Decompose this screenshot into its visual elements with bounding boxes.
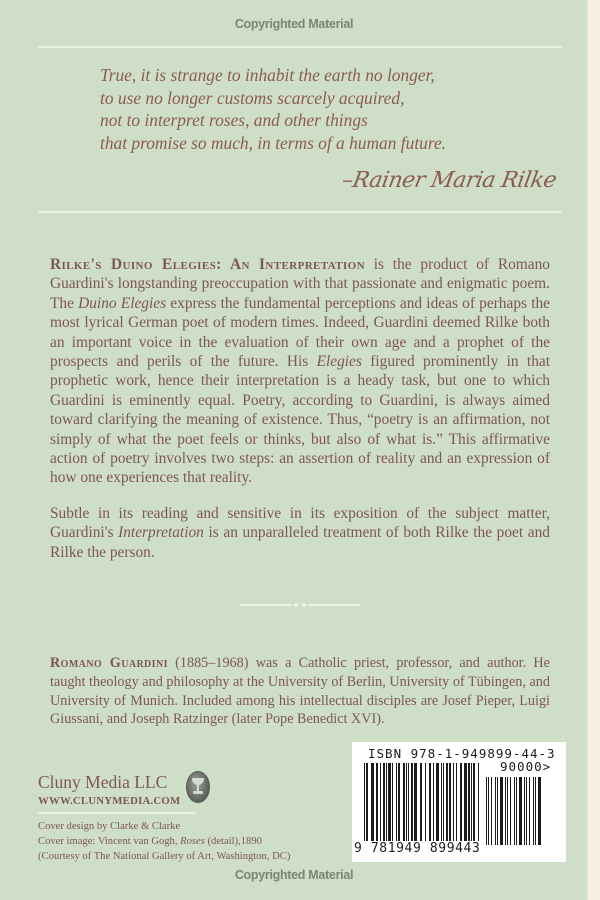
description-text: is an unparalleled treatment of both Rilke the poet and Rilke the person.: [50, 524, 550, 561]
barcode-bar: [406, 763, 407, 845]
barcode-bar: [396, 763, 397, 845]
barcode-bar: [443, 763, 444, 845]
barcode-bar: [497, 777, 498, 845]
cover-design-credit: Cover design by Clarke & Clarke: [38, 821, 181, 832]
description-paragraph-2: [50, 504, 550, 562]
description-text: is the product of Romano Guardini's longstanding preoccupation with that passionate and enigmatic poem. The: [50, 256, 550, 312]
barcode-bar: [516, 777, 517, 845]
page-edge-strip: [588, 0, 600, 900]
barcode-bar: [364, 763, 365, 845]
epigraph-line: True, it is strange to inhabit the earth no longer,: [100, 65, 435, 85]
barcode-bar: [453, 763, 454, 845]
barcode-bar: [538, 777, 541, 845]
barcode-bar: [429, 763, 431, 845]
barcode-bar: [414, 763, 417, 845]
barcode-bar: [371, 763, 374, 845]
epigraph-quote: [100, 64, 570, 154]
cover-image-credit: Cover image: Vincent van Gogh, Roses (detail),1890: [38, 836, 262, 847]
barcode-bar: [392, 763, 393, 845]
copyright-watermark-bottom: Copyrighted Material: [234, 868, 354, 882]
barcode-bar: [514, 777, 515, 845]
description-italic: Elegies: [316, 353, 362, 371]
barcode-bar: [510, 777, 511, 845]
barcode-bar: [505, 777, 506, 845]
barcode-bar: [507, 777, 508, 845]
author-bio: [50, 654, 550, 729]
barcode-bar: [403, 763, 405, 845]
barcode-bar: [478, 763, 479, 845]
barcode-bar: [408, 763, 409, 845]
copyright-watermark-top: Copyrighted Material: [234, 17, 354, 31]
barcode-bar: [488, 777, 489, 845]
courtesy-credit: (Courtesy of The National Gallery of Art, Washington, DC): [38, 851, 291, 862]
addon-barcode-bars: [486, 777, 541, 845]
barcode-bar: [449, 763, 451, 845]
description-italic: Interpretation: [118, 524, 204, 542]
barcode-bar: [460, 763, 462, 845]
description-paragraph-1: [50, 255, 550, 488]
barcode-bar: [500, 777, 503, 845]
barcode-bar: [436, 763, 439, 845]
barcode-bar: [486, 777, 487, 845]
author-bio-text: (1885–1968) was a Catholic priest, professor, and author. He taught theology and philosophy at the University of Berlin, University of Tübingen, and University of Munich. Included among his intellectual disciples are Josef Pieper, Luigi Giussani, and Joseph Ratzinger (later Pope Benedict XVI).: [50, 655, 550, 728]
barcode-bar: [456, 763, 457, 845]
ean-digits: 9 781949 899443: [354, 841, 481, 856]
barcode-bar: [529, 777, 530, 845]
barcode-bar: [386, 763, 387, 845]
barcode-bar: [471, 763, 472, 845]
publisher-name: Cluny Media LLC: [38, 772, 168, 792]
barcode-bar: [411, 763, 413, 845]
cover-credits: [38, 819, 290, 864]
barcode-bar: [420, 763, 422, 845]
description-text: Subtle in its reading and sensitive in its exposition of the subject matter, Guardini's: [50, 505, 550, 542]
barcode-bar: [495, 777, 496, 845]
barcode-bar: [376, 763, 378, 845]
barcode-bar: [533, 777, 534, 845]
isbn-label: ISBN 978-1-949899-44-3: [368, 746, 556, 761]
barcode-bar: [383, 763, 385, 845]
barcode-bar: [380, 763, 381, 845]
barcode-bar: [468, 763, 470, 845]
barcode-bar: [524, 777, 525, 845]
barcode-bar: [433, 763, 434, 845]
author-name-small-caps: Romano Guardini: [50, 655, 168, 671]
price-code: 90000>: [500, 759, 552, 774]
barcode-bar: [388, 763, 391, 845]
description-text: figured prominently in that prophetic work, hence their interpretation is a heady task, but one to which Guardini is eminently equal. Poetry, according to Guardini, is always aimed toward clarifying the meaning of existence. Thus, “poetry is an affirmation, not simply of what the poet feels or thinks, but also of what is.” This affirmative action of poetry involves two steps: an assertion of reality and an expression of how one experiences that reality.: [50, 353, 551, 487]
epigraph-line: that promise so much, in terms of a human future.: [100, 132, 447, 153]
quote-divider-rule: [38, 211, 562, 213]
barcode-bar: [519, 777, 522, 845]
ornamental-divider: [240, 602, 360, 608]
barcode-bar: [473, 763, 475, 845]
barcode-bar: [425, 763, 426, 845]
barcode-bar: [526, 777, 527, 845]
barcode-bar: [398, 763, 400, 845]
ean-barcode-bars: [364, 763, 484, 845]
top-divider-rule: [38, 46, 562, 48]
barcode-bar: [464, 763, 467, 845]
barcode-bar: [366, 763, 368, 845]
book-title-small-caps: Rilke's Duino Elegies: An Interpretation: [50, 256, 365, 273]
barcode-bar: [535, 777, 536, 845]
epigraph-attribution-signature: –Rainer Maria Rilke: [340, 168, 559, 193]
publisher-url: WWW.CLUNYMEDIA.COM: [38, 795, 181, 807]
barcode-bar: [441, 763, 442, 845]
publisher-divider-rule: [38, 812, 196, 814]
epigraph-line: not to interpret roses, and other things: [100, 110, 368, 130]
description-text: express the fundamental perceptions and ideas of perhaps the most lyrical German poet of modern times. Indeed, Guardini deemed Rilke both an important voice in the evaluation of their own age and a prophet of the prospects and perils of the future. His: [50, 294, 550, 371]
chalice-emblem-icon: [186, 771, 210, 803]
description-italic: Duino Elegies: [78, 294, 167, 312]
isbn-barcode: [352, 742, 566, 862]
barcode-bar: [446, 763, 448, 845]
barcode-bar: [491, 777, 492, 845]
epigraph-line: to use no longer customs scarcely acquired,: [100, 87, 405, 108]
